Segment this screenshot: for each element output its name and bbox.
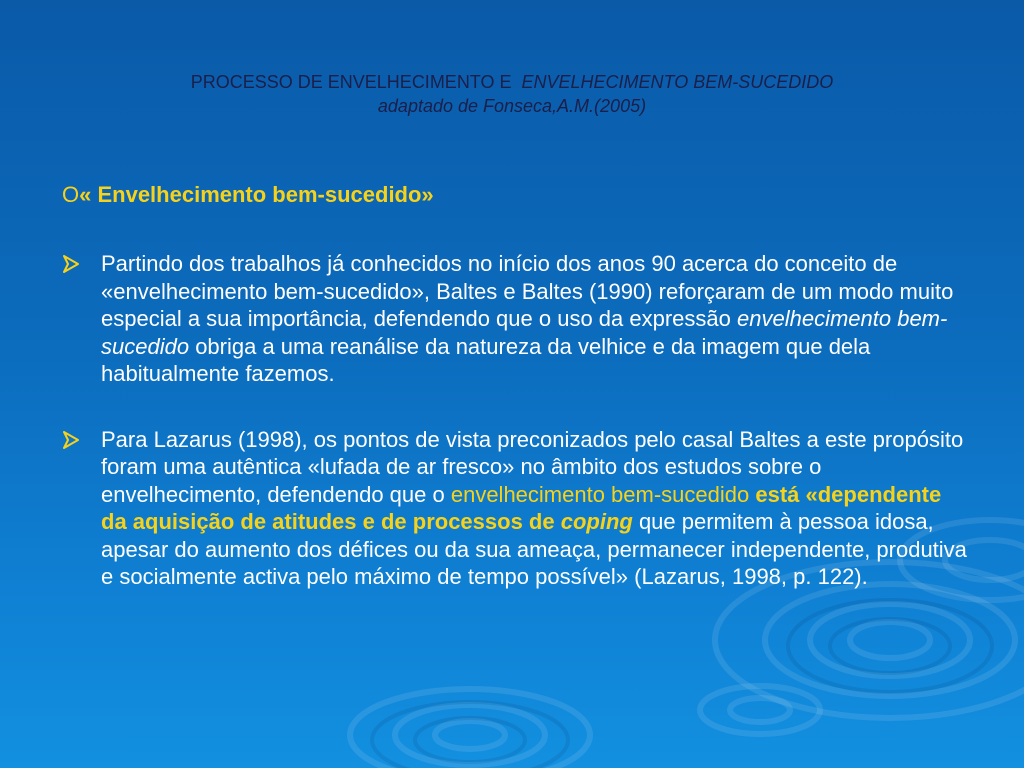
bullet-2-text-part2: que permitem à pessoa idosa, apesar do aumento dos défices ou da sua ameaça, permanecer independente, produtiva e socialmente activa pelo máximo de tempo possível» (Lazarus, 1998, p. 122). — [101, 509, 967, 589]
arrow-bullet-icon — [62, 254, 80, 274]
slide-title-plain: PROCESSO DE ENVELHECIMENTO E — [190, 72, 512, 92]
section-heading-text: « Envelhecimento bem-sucedido» — [79, 182, 434, 207]
bullet-2-bold-italic-term: coping — [560, 509, 633, 534]
bullet-1-text-part2: obriga a uma reanálise da natureza da velhice e da imagem que dela habitualmente fazemos. — [101, 333, 871, 386]
bullet-item-2 — [62, 426, 972, 591]
bullet-list — [62, 250, 972, 591]
slide-title-italic: ENVELHECIMENTO BEM-SUCEDIDO — [521, 72, 834, 92]
arrow-bullet-icon — [62, 430, 80, 450]
bullet-1-text-part1: Partindo dos trabalhos já conhecidos no início dos anos 90 acerca do conceito de «envelhecimento bem-sucedido», Baltes e Baltes (1990) reforçaram de um modo muito especial a sua importância, defendendo que o uso da expressão — [101, 251, 954, 331]
bullet-item-1 — [62, 250, 972, 388]
bullet-2-bold-quote: está «dependente da aquisição de atitudes e de processos de — [101, 481, 942, 534]
slide-title-source: adaptado de Fonseca,A.M.(2005) — [377, 96, 647, 116]
section-heading — [62, 181, 434, 209]
bullet-2-highlight-term: envelhecimento bem-sucedido — [450, 481, 750, 507]
section-heading-prefix: O — [62, 182, 80, 207]
bullet-1-italic-term: envelhecimento bem-sucedido — [101, 306, 948, 359]
slide-title — [0, 70, 1024, 118]
slide-title-line1 — [0, 70, 1024, 94]
bullet-2-text-part1: Para Lazarus (1998), os pontos de vista preconizados pelo casal Baltes a este propósito foram uma autêntica «lufada de ar fresco» no âmbito dos estudos sobre o envelhecimento, defendendo que o — [101, 426, 964, 507]
